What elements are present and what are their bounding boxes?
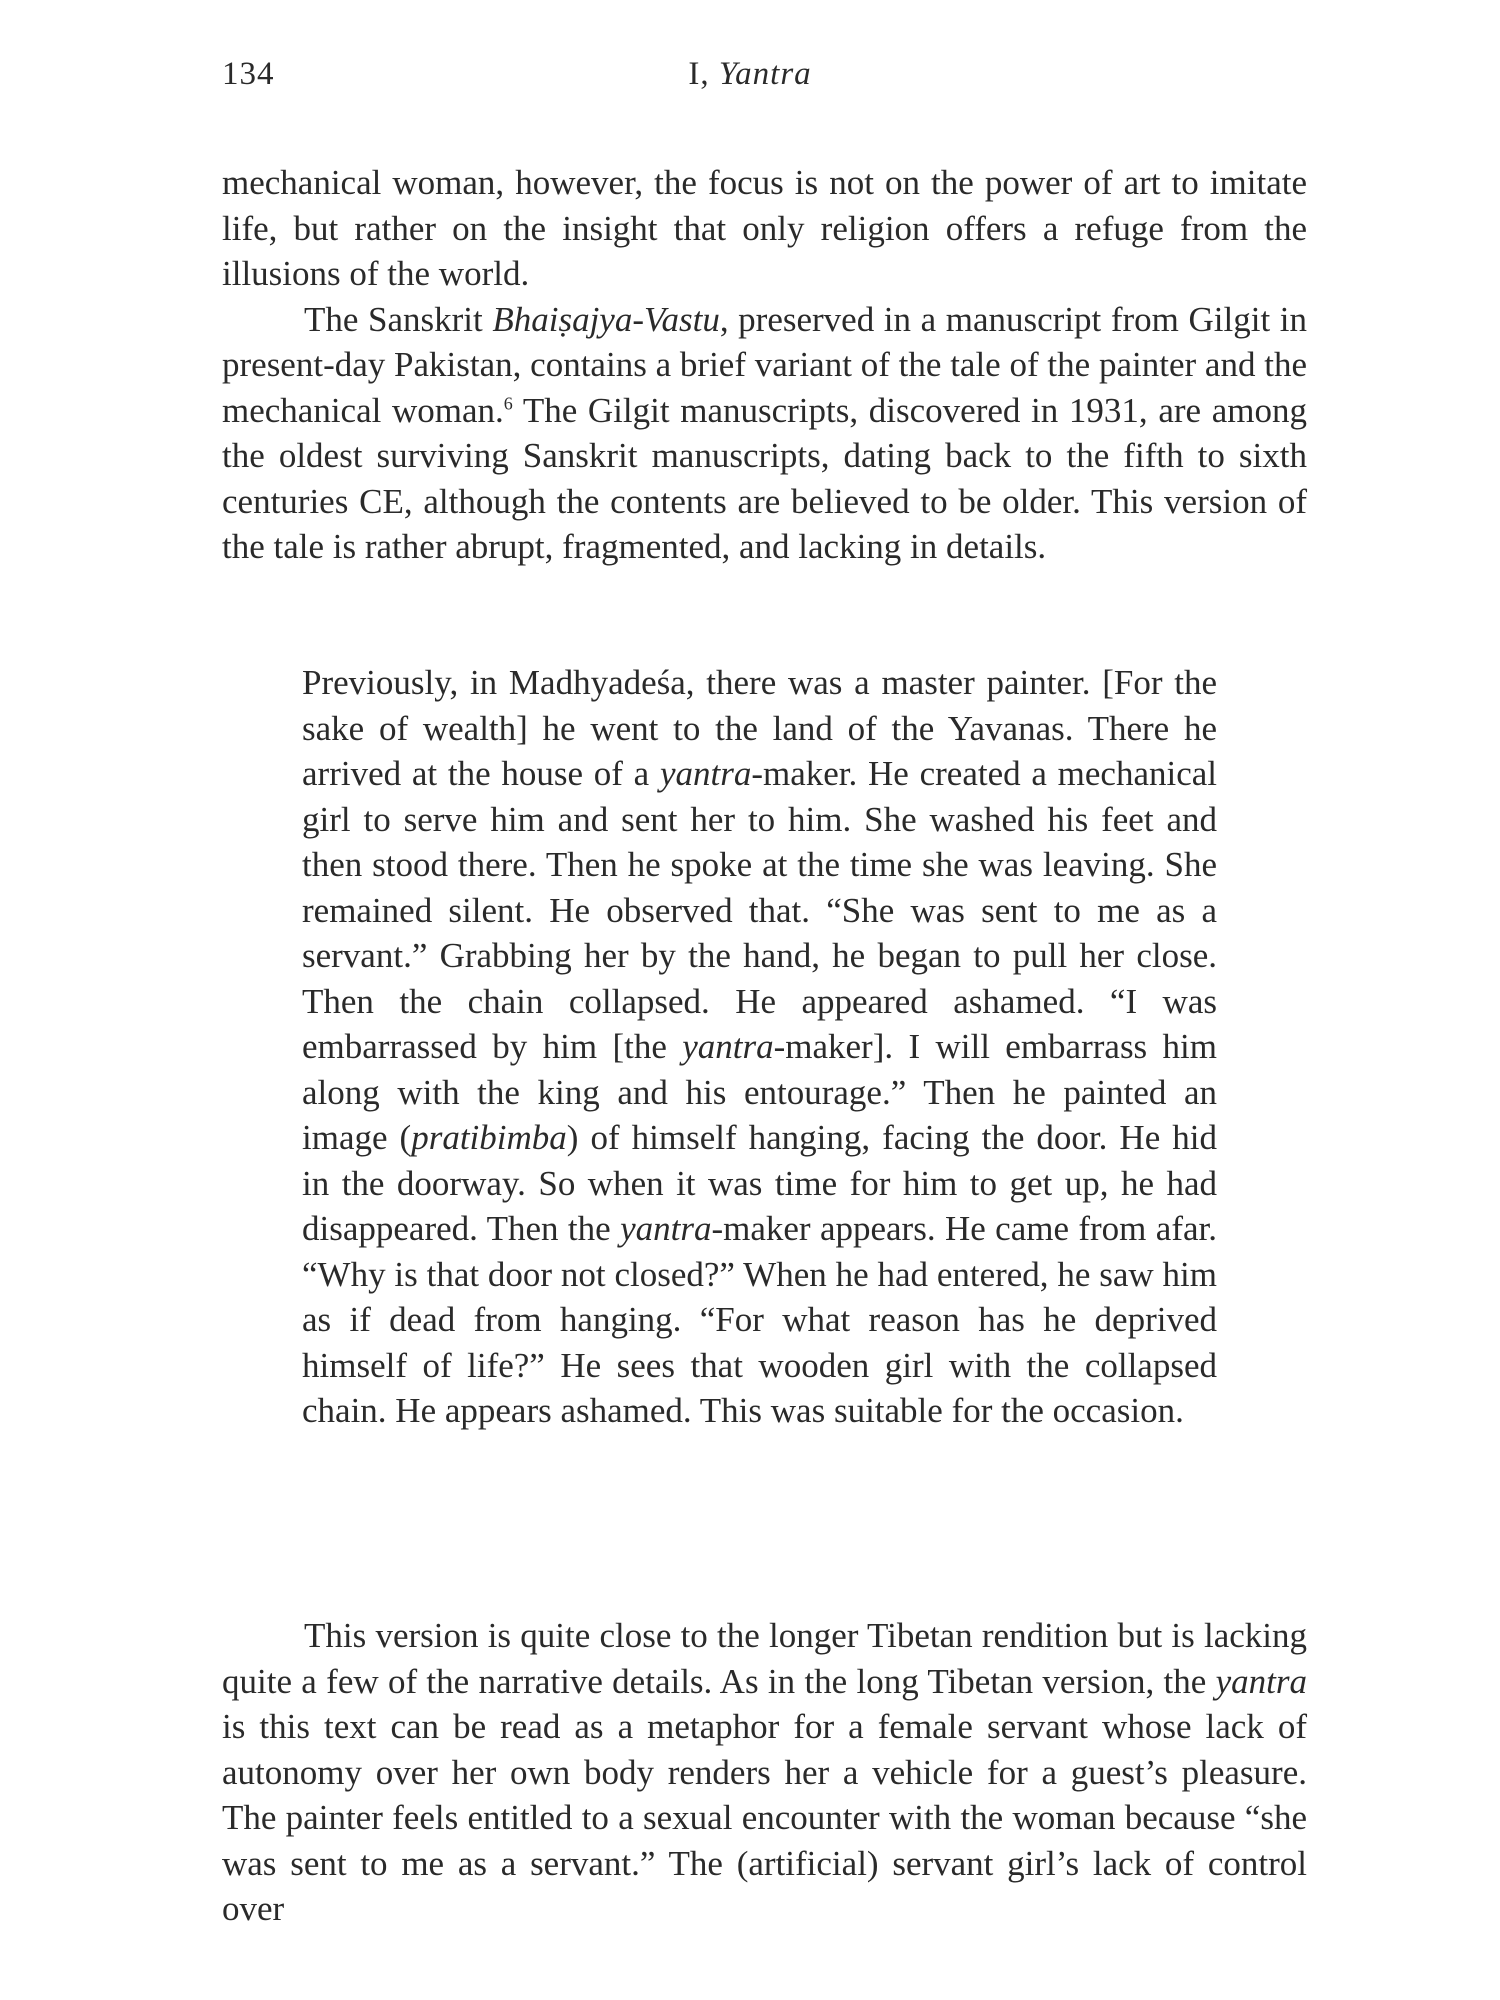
- quote-text-1: Previously, in Madhyadeśa, there was a master painter. [For the sake of wealth] he went to the land of the Yavanas. There he arrived at the house of a: [302, 663, 1217, 793]
- body-text-bottom: [222, 1613, 1307, 1932]
- running-head-prefix: I,: [688, 56, 719, 92]
- quote-text-2: -maker. He created a mechanical girl to serve him and sent her to him. She washed his feet and then stood there. Then he spoke at the time she was leaving. She remained silent. He observed that. “She was sent to me as a servant.” Grabbing her by the hand, he began to pull her close. Then the chain collapsed. He appeared ashamed. “I was embarrassed by him [the: [302, 754, 1217, 1066]
- block-quote-paragraph: [302, 660, 1217, 1434]
- running-head: [0, 56, 1500, 93]
- footnote-marker: 6: [503, 392, 513, 413]
- para3-text-a: This version is quite close to the longer Tibetan rendition but is lacking quite a few of the narrative details. As in the long Tibetan version, the: [222, 1616, 1307, 1701]
- quote-text-4: ) of himself hanging, facing the door. He hid in the doorway. So when it was time for him to get up, he had disappeared. Then the: [302, 1118, 1217, 1248]
- quote-italic-1: yantra: [659, 754, 752, 793]
- para2-text-a: The Sanskrit: [304, 299, 493, 339]
- para3-text-b: is this text can be read as a metaphor for a female servant whose lack of autonomy over her own body renders her a vehicle for a guest’s pleasure. The painter feels entitled to a sexual encounter with the woman because “she was sent to me as a servant.” The (artificial) servant girl’s lack of control over: [222, 1707, 1307, 1928]
- body-text-top: [222, 160, 1307, 570]
- quote-italic-3: pratibimba: [411, 1118, 567, 1157]
- paragraph-tibetan-comparison: [222, 1613, 1307, 1932]
- quote-text-3: -maker]. I will embarrass him along with the king and his entourage.” Then he painted an image (: [302, 1027, 1217, 1157]
- quote-italic-2: yantra: [682, 1027, 774, 1066]
- paragraph-continued: mechanical woman, however, the focus is not on the power of art to imitate life, but rather on the insight that only religion offers a refuge from the illusions of the world.: [222, 163, 1307, 293]
- quote-italic-4: yantra: [620, 1209, 712, 1248]
- para2-italic-title: Bhaiṣajya-Vastu: [492, 299, 720, 339]
- para3-italic: yantra: [1215, 1661, 1307, 1701]
- running-head-italic: Yantra: [718, 56, 812, 92]
- block-quote: [302, 660, 1217, 1434]
- paragraph-gilgit: [222, 297, 1307, 570]
- page-number: 134: [222, 56, 275, 92]
- quote-text-5: -maker appears. He came from afar. “Why is that door not closed?” When he had entered, he saw him as if dead from hanging. “For what reason has he deprived himself of life?” He sees that wooden girl with the collapsed chain. He appears ashamed. This was suitable for the occasion.: [302, 1209, 1217, 1430]
- para2-text-b: , preserved in a manuscript from Gilgit in present-day Pakistan, contains a brief variant of the tale of the painter and the mechanical woman.: [222, 299, 1308, 430]
- para2-text-c: The Gilgit manuscripts, discovered in 1931, are among the oldest surviving Sanskrit manuscripts, dating back to the fifth to sixth centuries CE, although the contents are believed to be older. This version of the tale is rather abrupt, fragmented, and lacking in details.: [222, 390, 1307, 566]
